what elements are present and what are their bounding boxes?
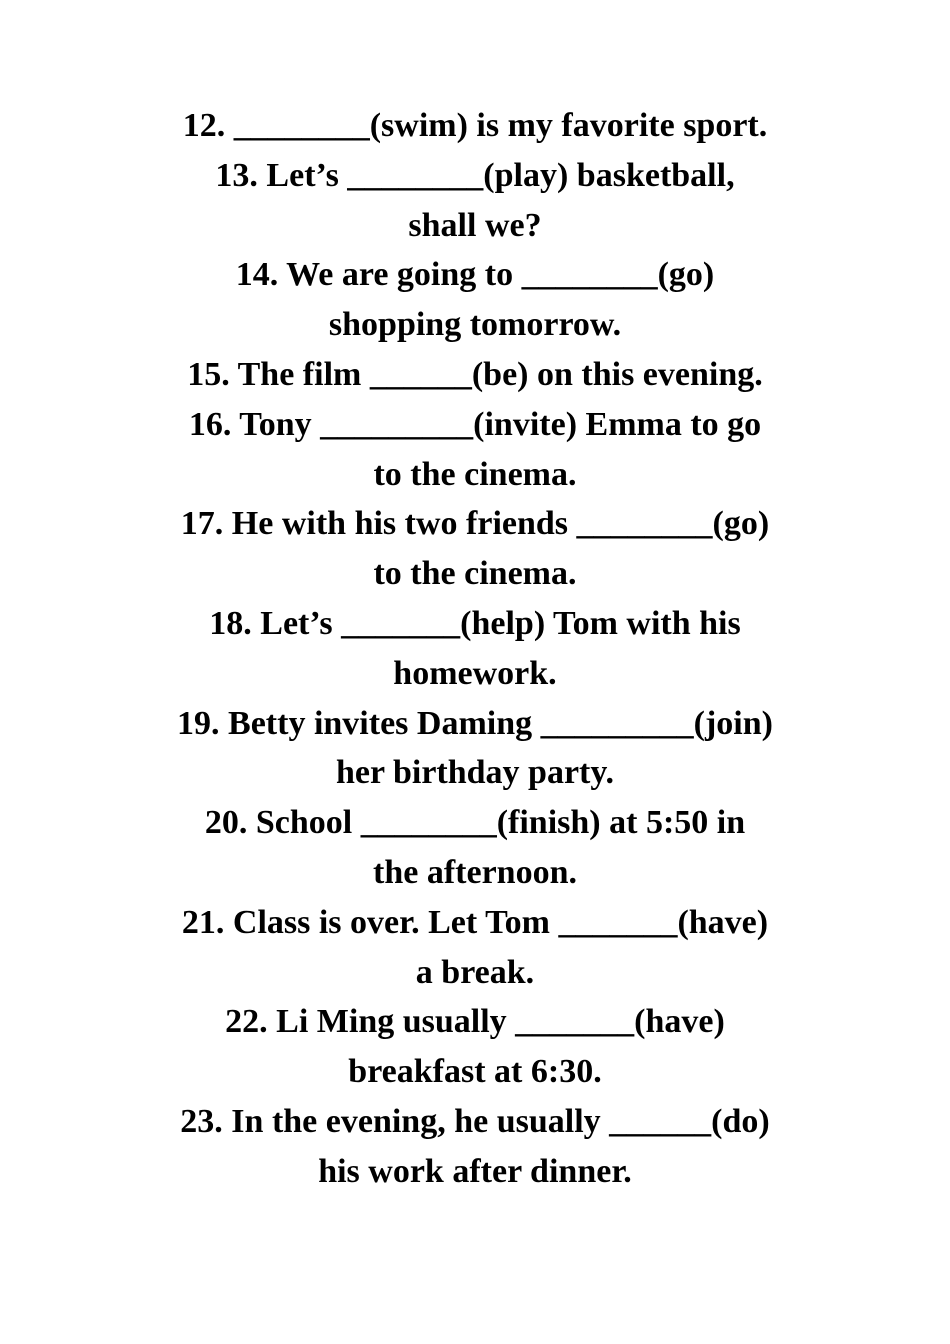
exercise-14-line-1: 14. We are going to ________(go) [235, 256, 715, 294]
exercise-13-line-1: 13. Let’s ________(play) basketball, [215, 156, 735, 194]
exercise-21-line-2: a break. [415, 953, 535, 991]
exercise-19-line-1: 19. Betty invites Daming _________(join) [177, 704, 773, 742]
exercise-22-line-1: 22. Li Ming usually _______(have) [225, 1003, 725, 1041]
exercise-17-line-1: 17. He with his two friends ________(go) [180, 505, 770, 543]
exercise-16-line-2: to the cinema. [373, 455, 577, 493]
exercise-14-line-2: shopping tomorrow. [328, 306, 622, 344]
exercise-23-line-1: 23. In the evening, he usually ______(do) [180, 1102, 770, 1140]
exercise-17-line-2: to the cinema. [373, 555, 577, 593]
exercise-13-line-2: shall we? [408, 206, 542, 244]
exercise-20-line-1: 20. School ________(finish) at 5:50 in [204, 804, 746, 842]
exercise-list [120, 101, 830, 1197]
exercise-22-line-2: breakfast at 6:30. [348, 1053, 602, 1091]
exercise-18-line-2: homework. [393, 654, 557, 692]
exercise-20-line-2: the afternoon. [373, 853, 577, 891]
exercise-15-line: 15. The film ______(be) on this evening. [187, 355, 763, 393]
exercise-16-line-1: 16. Tony _________(invite) Emma to go [188, 405, 762, 443]
exercise-19-line-2: her birthday party. [335, 754, 614, 792]
exercise-23-line-2: his work after dinner. [318, 1152, 632, 1190]
exercise-21-line-1: 21. Class is over. Let Tom _______(have) [181, 903, 769, 941]
exercise-12-line: 12. ________(swim) is my favorite sport. [182, 107, 768, 144]
exercise-18-line-1: 18. Let’s _______(help) Tom with his [209, 604, 741, 642]
